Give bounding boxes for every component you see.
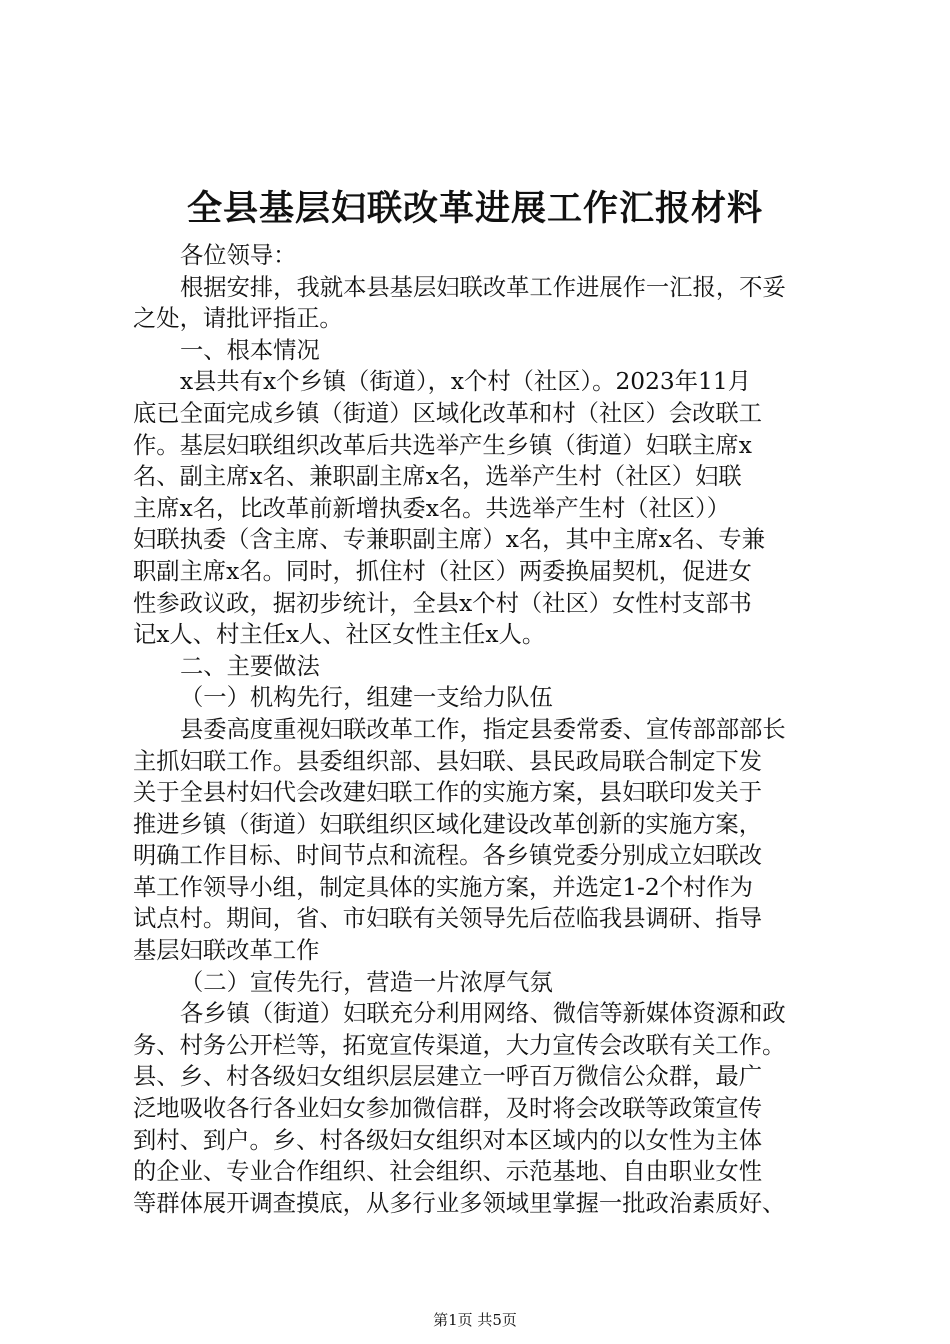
body-text-line: 妇联执委（含主席、专兼职副主席）x名，其中主席x名、专兼 [133, 526, 765, 554]
document-title: 全县基层妇联改革进展工作汇报材料 [186, 188, 763, 229]
body-text-line: （二）宣传先行，营造一片浓厚气氛 [180, 968, 553, 996]
body-text-line: 县委高度重视妇联改革工作，指定县委常委、宣传部部部长 [180, 715, 786, 743]
body-text-line: 推进乡镇（街道）妇联组织区域化建设改革创新的实施方案， [133, 810, 763, 838]
body-text-line: （一）机构先行，组建一支给力队伍 [180, 684, 553, 712]
body-text-line: 底已全面完成乡镇（街道）区域化改革和村（社区）会改联工 [133, 399, 763, 427]
body-text-line: 职副主席x名。同时，抓住村（社区）两委换届契机，促进女 [133, 557, 752, 585]
document-body [133, 240, 845, 1219]
body-text-line: 一、根本情况 [180, 336, 320, 364]
body-text-line: 之处，请批评指正。 [133, 305, 343, 333]
body-text-line: 各位领导： [180, 242, 297, 269]
body-text-line: 作。基层妇联组织改革后共选举产生乡镇（街道）妇联主席x [133, 431, 752, 459]
page-footer: 第1页 共5页 [433, 1311, 517, 1329]
body-text-line: 主席x名，比改革前新增执委x名。共选举产生村（社区）） [133, 494, 731, 522]
body-text-line: 各乡镇（街道）妇联充分利用网络、微信等新媒体资源和政 [180, 1000, 786, 1028]
body-text-line: 名、副主席x名、兼职副主席x名，选举产生村（社区）妇联 [133, 463, 742, 491]
body-text-line: 等群体展开调查摸底，从多行业多领域里掌握一批政治素质好、 [133, 1189, 786, 1217]
body-text-line: 记x人、村主任x人、社区女性主任x人。 [133, 621, 546, 649]
body-text-line: 二、主要做法 [180, 652, 320, 680]
body-text-line: 泛地吸收各行各业妇女参加微信群，及时将会改联等政策宣传 [133, 1095, 763, 1123]
body-text-line: 明确工作目标、时间节点和流程。各乡镇党委分别成立妇联改 [133, 842, 763, 870]
body-text-line: 的企业、专业合作组织、社会组织、示范基地、自由职业女性 [133, 1158, 763, 1186]
body-text-line: 试点村。期间，省、市妇联有关领导先后莅临我县调研、指导 [133, 905, 763, 933]
body-text-line: 性参政议政，据初步统计，全县x个村（社区）女性村支部书 [133, 589, 752, 617]
body-text-line: 县、乡、村各级妇女组织层层建立一呼百万微信公众群，最广 [133, 1063, 763, 1091]
body-text-line: 务、村务公开栏等，拓宽宣传渠道，大力宣传会改联有关工作。 [133, 1031, 786, 1059]
body-text-line: 根据安排，我就本县基层妇联改革工作进展作一汇报，不妥 [180, 273, 786, 301]
body-text-line: 主抓妇联工作。县委组织部、县妇联、县民政局联合制定下发 [133, 747, 763, 775]
body-text-line: 关于全县村妇代会改建妇联工作的实施方案，县妇联印发关于 [133, 779, 763, 807]
body-text-line: 基层妇联改革工作 [133, 937, 320, 965]
body-text-line: x县共有x个乡镇（街道），x个村（社区）。2023年11月 [180, 368, 751, 396]
body-text-line: 到村、到户。乡、村各级妇女组织对本区域内的以女性为主体 [133, 1126, 763, 1154]
body-text-line: 革工作领导小组，制定具体的实施方案，并选定1-2个村作为 [133, 873, 753, 901]
